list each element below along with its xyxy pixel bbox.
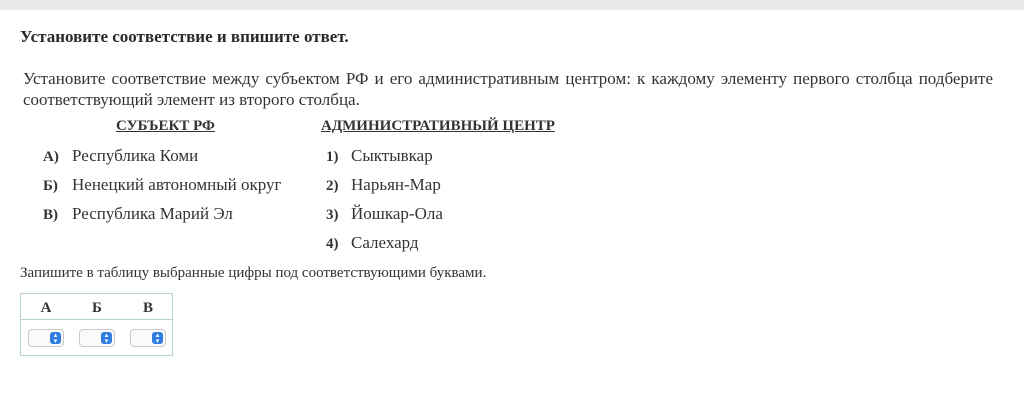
answer-header-a: А	[40, 300, 52, 316]
right-item-text: Салехард	[351, 233, 419, 252]
chevron-up-down-icon: ▴ ▾	[101, 332, 112, 344]
task-text: Установите соответствие между субъектом РФ и его административным центром: к каждому элементу первого столбца подберите соответствующий элемент из второго столбца.	[23, 69, 993, 109]
answer-select-b[interactable]	[79, 329, 115, 347]
answer-instruction: Запишите в таблицу выбранные цифры под соответствующими буквами.	[20, 265, 487, 281]
chevron-up-down-icon: ▴ ▾	[152, 332, 163, 344]
answer-table	[20, 293, 173, 356]
right-item-1	[326, 146, 433, 166]
right-column-title: АДМИНИСТРАТИВНЫЙ ЦЕНТР	[321, 118, 555, 134]
answer-select-a[interactable]	[28, 329, 64, 347]
left-item-label: В)	[43, 207, 58, 223]
left-item-text: Республика Коми	[72, 146, 199, 165]
left-item-v	[43, 204, 233, 224]
question-heading: Установите соответствие и впишите ответ.	[20, 27, 349, 46]
right-item-label: 3)	[326, 207, 339, 223]
left-item-label: Б)	[43, 178, 58, 194]
right-item-text: Сыктывкар	[351, 146, 433, 165]
right-item-label: 2)	[326, 178, 339, 194]
right-item-text: Йошкар-Ола	[351, 204, 443, 223]
answer-header-v: В	[142, 300, 153, 316]
chevron-up-down-icon: ▴ ▾	[50, 332, 61, 344]
right-item-3	[326, 204, 443, 224]
left-item-text: Ненецкий автономный округ	[72, 175, 282, 194]
answer-header-b: Б	[92, 300, 102, 316]
right-item-label: 4)	[326, 236, 339, 252]
left-item-b	[43, 175, 282, 195]
right-item-4	[326, 233, 419, 253]
left-item-label: А)	[43, 149, 59, 165]
right-item-label: 1)	[326, 149, 339, 165]
left-column-title: СУБЪЕКТ РФ	[116, 118, 215, 134]
right-item-2	[326, 175, 441, 195]
answer-select-v[interactable]	[130, 329, 166, 347]
left-item-text: Республика Марий Эл	[72, 204, 233, 223]
right-item-text: Нарьян-Мар	[351, 175, 441, 194]
top-bar	[0, 0, 1024, 10]
left-item-a	[43, 146, 198, 166]
table-divider	[21, 319, 172, 320]
